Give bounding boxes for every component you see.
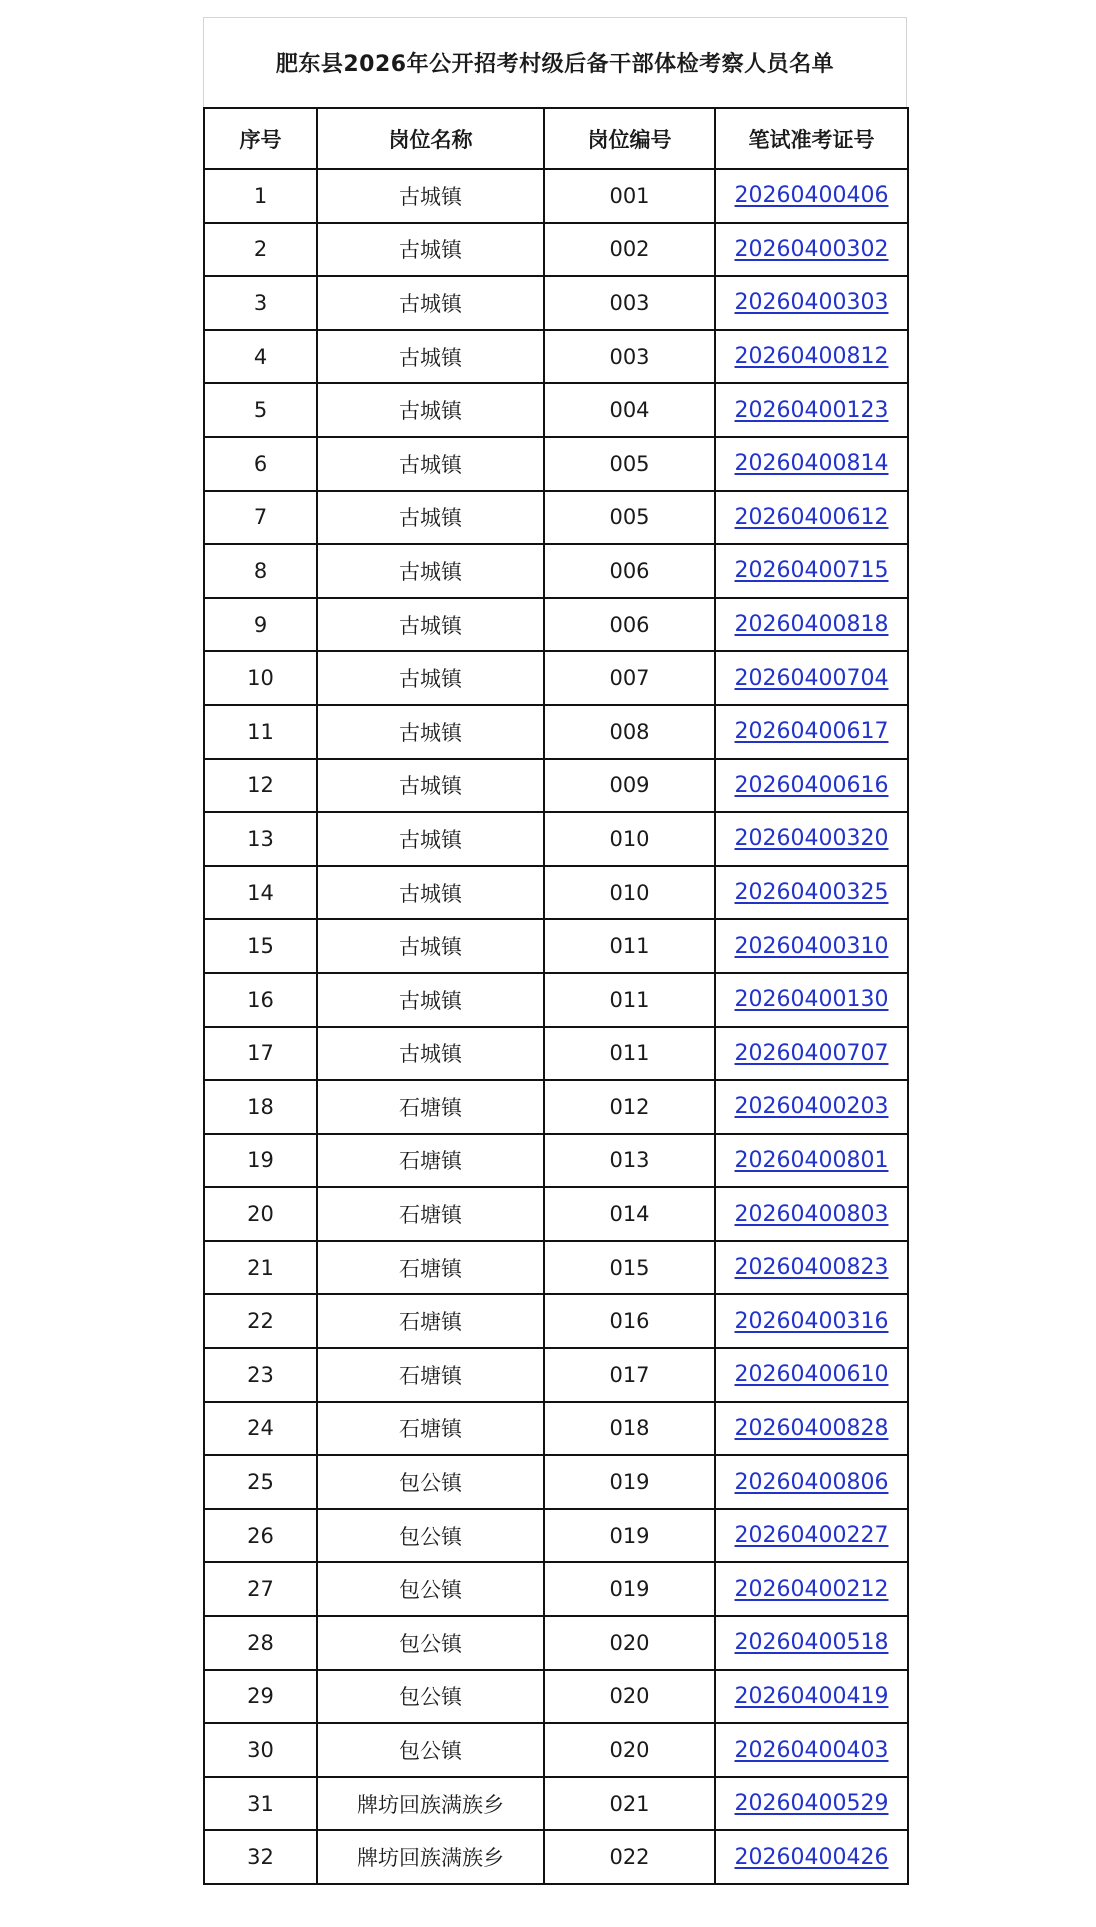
row-position-code-cell: 020 (544, 1616, 715, 1670)
row-position-name-cell: 古城镇 (317, 544, 544, 598)
table-row (204, 223, 908, 277)
admission-number-link[interactable]: 20260400212 (734, 1576, 889, 1602)
admission-number-link[interactable]: 20260400320 (734, 826, 889, 852)
table-row (204, 759, 908, 813)
header-admission-number: 笔试准考证号 (715, 108, 908, 169)
row-position-name-cell: 古城镇 (317, 973, 544, 1027)
row-position-code-cell: 003 (544, 330, 715, 384)
title-box (203, 17, 907, 107)
admission-number-link[interactable]: 20260400325 (734, 880, 889, 906)
table-row (204, 973, 908, 1027)
admission-number-link[interactable]: 20260400316 (734, 1308, 889, 1334)
row-position-name-cell: 石塘镇 (317, 1294, 544, 1348)
admission-number-link[interactable]: 20260400518 (734, 1630, 889, 1656)
table-row (204, 1187, 908, 1241)
admission-number-link[interactable]: 20260400818 (734, 612, 889, 638)
table-row (204, 437, 908, 491)
row-index-cell: 25 (204, 1455, 317, 1509)
table-row (204, 1670, 908, 1724)
row-position-name-cell: 石塘镇 (317, 1348, 544, 1402)
header-row (204, 108, 908, 169)
table-row (204, 1777, 908, 1831)
row-index-cell: 32 (204, 1830, 317, 1884)
row-admission-number-cell (715, 276, 908, 330)
row-admission-number-cell (715, 866, 908, 920)
row-position-name-cell: 包公镇 (317, 1509, 544, 1563)
row-position-name-cell: 包公镇 (317, 1616, 544, 1670)
row-index-cell: 14 (204, 866, 317, 920)
admission-number-link[interactable]: 20260400302 (734, 236, 889, 262)
row-position-name-cell: 古城镇 (317, 705, 544, 759)
row-admission-number-cell (715, 598, 908, 652)
row-position-code-cell: 005 (544, 437, 715, 491)
row-index-cell: 11 (204, 705, 317, 759)
row-position-code-cell: 009 (544, 759, 715, 813)
admission-number-link[interactable]: 20260400812 (734, 344, 889, 370)
table-row (204, 1294, 908, 1348)
row-position-code-cell: 020 (544, 1670, 715, 1724)
row-position-code-cell: 010 (544, 866, 715, 920)
row-position-code-cell: 001 (544, 169, 715, 223)
table-row (204, 598, 908, 652)
row-position-name-cell: 古城镇 (317, 169, 544, 223)
row-position-code-cell: 003 (544, 276, 715, 330)
header-position-name: 岗位名称 (317, 108, 544, 169)
row-admission-number-cell (715, 1723, 908, 1777)
row-admission-number-cell (715, 1187, 908, 1241)
row-position-name-cell: 石塘镇 (317, 1187, 544, 1241)
table-row (204, 1134, 908, 1188)
row-position-code-cell: 008 (544, 705, 715, 759)
row-position-name-cell: 古城镇 (317, 437, 544, 491)
table-row (204, 1027, 908, 1081)
row-position-code-cell: 004 (544, 383, 715, 437)
row-position-name-cell: 包公镇 (317, 1455, 544, 1509)
row-index-cell: 20 (204, 1187, 317, 1241)
table-row (204, 544, 908, 598)
table-row (204, 1830, 908, 1884)
row-position-code-cell: 015 (544, 1241, 715, 1295)
row-position-name-cell: 石塘镇 (317, 1134, 544, 1188)
row-index-cell: 9 (204, 598, 317, 652)
row-index-cell: 2 (204, 223, 317, 277)
row-position-code-cell: 011 (544, 973, 715, 1027)
row-position-name-cell: 古城镇 (317, 276, 544, 330)
row-admission-number-cell (715, 919, 908, 973)
row-position-name-cell: 石塘镇 (317, 1241, 544, 1295)
row-position-code-cell: 006 (544, 598, 715, 652)
row-admission-number-cell (715, 1294, 908, 1348)
document-sheet (203, 17, 907, 1885)
row-index-cell: 30 (204, 1723, 317, 1777)
row-position-code-cell: 013 (544, 1134, 715, 1188)
row-index-cell: 6 (204, 437, 317, 491)
row-position-name-cell: 古城镇 (317, 598, 544, 652)
row-index-cell: 31 (204, 1777, 317, 1831)
row-admission-number-cell (715, 1616, 908, 1670)
admission-number-link[interactable]: 20260400704 (734, 665, 889, 691)
table-row (204, 491, 908, 545)
row-admission-number-cell (715, 169, 908, 223)
row-admission-number-cell (715, 1777, 908, 1831)
table-row (204, 919, 908, 973)
row-index-cell: 28 (204, 1616, 317, 1670)
row-position-code-cell: 017 (544, 1348, 715, 1402)
admission-number-link[interactable]: 20260400616 (734, 772, 889, 798)
admission-number-link[interactable]: 20260400203 (734, 1094, 889, 1120)
row-admission-number-cell (715, 1830, 908, 1884)
admission-number-link[interactable]: 20260400426 (734, 1844, 889, 1870)
row-position-name-cell: 古城镇 (317, 223, 544, 277)
table-row (204, 383, 908, 437)
table-row (204, 1080, 908, 1134)
row-admission-number-cell (715, 1402, 908, 1456)
row-position-code-cell: 021 (544, 1777, 715, 1831)
row-index-cell: 18 (204, 1080, 317, 1134)
table-row (204, 330, 908, 384)
admission-number-link[interactable]: 20260400823 (734, 1255, 889, 1281)
admission-number-link[interactable]: 20260400828 (734, 1415, 889, 1441)
admission-number-link[interactable]: 20260400130 (734, 987, 889, 1013)
row-position-code-cell: 010 (544, 812, 715, 866)
row-admission-number-cell (715, 1455, 908, 1509)
row-position-name-cell: 古城镇 (317, 1027, 544, 1081)
row-admission-number-cell (715, 759, 908, 813)
row-position-code-cell: 011 (544, 919, 715, 973)
row-position-name-cell: 包公镇 (317, 1562, 544, 1616)
admission-number-link[interactable]: 20260400617 (734, 719, 889, 745)
row-position-name-cell: 包公镇 (317, 1670, 544, 1724)
row-index-cell: 7 (204, 491, 317, 545)
table-row (204, 169, 908, 223)
row-position-name-cell: 石塘镇 (317, 1080, 544, 1134)
document-title: 肥东县2026年公开招考村级后备干部体检考察人员名单 (275, 52, 835, 77)
admission-number-link[interactable]: 20260400310 (734, 933, 889, 959)
row-index-cell: 4 (204, 330, 317, 384)
row-admission-number-cell (715, 1509, 908, 1563)
admission-number-link[interactable]: 20260400227 (734, 1523, 889, 1549)
row-index-cell: 5 (204, 383, 317, 437)
row-index-cell: 22 (204, 1294, 317, 1348)
row-admission-number-cell (715, 1027, 908, 1081)
row-index-cell: 26 (204, 1509, 317, 1563)
table-row (204, 1241, 908, 1295)
row-admission-number-cell (715, 1134, 908, 1188)
row-position-code-cell: 012 (544, 1080, 715, 1134)
row-admission-number-cell (715, 1562, 908, 1616)
row-position-name-cell: 古城镇 (317, 759, 544, 813)
row-position-code-cell: 016 (544, 1294, 715, 1348)
row-position-name-cell: 古城镇 (317, 812, 544, 866)
admission-number-link[interactable]: 20260400806 (734, 1469, 889, 1495)
row-admission-number-cell (715, 330, 908, 384)
row-position-code-cell: 019 (544, 1455, 715, 1509)
row-position-name-cell: 牌坊回族满族乡 (317, 1830, 544, 1884)
row-admission-number-cell (715, 223, 908, 277)
table-row (204, 1562, 908, 1616)
row-position-code-cell: 002 (544, 223, 715, 277)
table-row (204, 1402, 908, 1456)
table-row (204, 1455, 908, 1509)
row-position-code-cell: 019 (544, 1509, 715, 1563)
admission-number-link[interactable]: 20260400707 (734, 1040, 889, 1066)
header-position-code: 岗位编号 (544, 108, 715, 169)
table-row (204, 276, 908, 330)
row-admission-number-cell (715, 1670, 908, 1724)
row-admission-number-cell (715, 437, 908, 491)
row-position-code-cell: 022 (544, 1830, 715, 1884)
row-admission-number-cell (715, 491, 908, 545)
admission-number-link[interactable]: 20260400803 (734, 1201, 889, 1227)
row-index-cell: 19 (204, 1134, 317, 1188)
table-row (204, 705, 908, 759)
row-index-cell: 17 (204, 1027, 317, 1081)
row-admission-number-cell (715, 705, 908, 759)
row-index-cell: 27 (204, 1562, 317, 1616)
row-position-code-cell: 011 (544, 1027, 715, 1081)
row-position-name-cell: 古城镇 (317, 919, 544, 973)
row-position-code-cell: 006 (544, 544, 715, 598)
row-index-cell: 21 (204, 1241, 317, 1295)
admission-number-link[interactable]: 20260400612 (734, 504, 889, 530)
admission-number-link[interactable]: 20260400403 (734, 1737, 889, 1763)
row-position-name-cell: 古城镇 (317, 330, 544, 384)
row-position-code-cell: 014 (544, 1187, 715, 1241)
header-index: 序号 (204, 108, 317, 169)
row-admission-number-cell (715, 651, 908, 705)
row-position-code-cell: 018 (544, 1402, 715, 1456)
row-position-code-cell: 020 (544, 1723, 715, 1777)
row-position-code-cell: 019 (544, 1562, 715, 1616)
table-row (204, 1616, 908, 1670)
row-position-name-cell: 牌坊回族满族乡 (317, 1777, 544, 1831)
row-admission-number-cell (715, 544, 908, 598)
admission-number-link[interactable]: 20260400406 (734, 183, 889, 209)
admission-number-link[interactable]: 20260400123 (734, 397, 889, 423)
row-position-name-cell: 石塘镇 (317, 1402, 544, 1456)
row-index-cell: 23 (204, 1348, 317, 1402)
admission-number-link[interactable]: 20260400610 (734, 1362, 889, 1388)
row-index-cell: 1 (204, 169, 317, 223)
table-row (204, 1723, 908, 1777)
row-index-cell: 29 (204, 1670, 317, 1724)
admission-number-link[interactable]: 20260400303 (734, 290, 889, 316)
row-admission-number-cell (715, 1348, 908, 1402)
row-index-cell: 24 (204, 1402, 317, 1456)
row-index-cell: 15 (204, 919, 317, 973)
table-row (204, 651, 908, 705)
table-row (204, 812, 908, 866)
admission-number-link[interactable]: 20260400814 (734, 451, 889, 477)
row-admission-number-cell (715, 812, 908, 866)
admission-number-link[interactable]: 20260400801 (734, 1147, 889, 1173)
row-position-name-cell: 包公镇 (317, 1723, 544, 1777)
row-position-name-cell: 古城镇 (317, 491, 544, 545)
candidate-table (203, 107, 909, 1885)
row-position-code-cell: 005 (544, 491, 715, 545)
table-row (204, 1509, 908, 1563)
row-index-cell: 16 (204, 973, 317, 1027)
row-position-name-cell: 古城镇 (317, 651, 544, 705)
admission-number-link[interactable]: 20260400419 (734, 1683, 889, 1709)
admission-number-link[interactable]: 20260400715 (734, 558, 889, 584)
row-index-cell: 13 (204, 812, 317, 866)
table-row (204, 866, 908, 920)
row-index-cell: 10 (204, 651, 317, 705)
row-index-cell: 8 (204, 544, 317, 598)
row-admission-number-cell (715, 1080, 908, 1134)
row-admission-number-cell (715, 383, 908, 437)
row-admission-number-cell (715, 1241, 908, 1295)
row-index-cell: 3 (204, 276, 317, 330)
row-index-cell: 12 (204, 759, 317, 813)
table-row (204, 1348, 908, 1402)
row-position-code-cell: 007 (544, 651, 715, 705)
row-admission-number-cell (715, 973, 908, 1027)
row-position-name-cell: 古城镇 (317, 866, 544, 920)
admission-number-link[interactable]: 20260400529 (734, 1791, 889, 1817)
row-position-name-cell: 古城镇 (317, 383, 544, 437)
